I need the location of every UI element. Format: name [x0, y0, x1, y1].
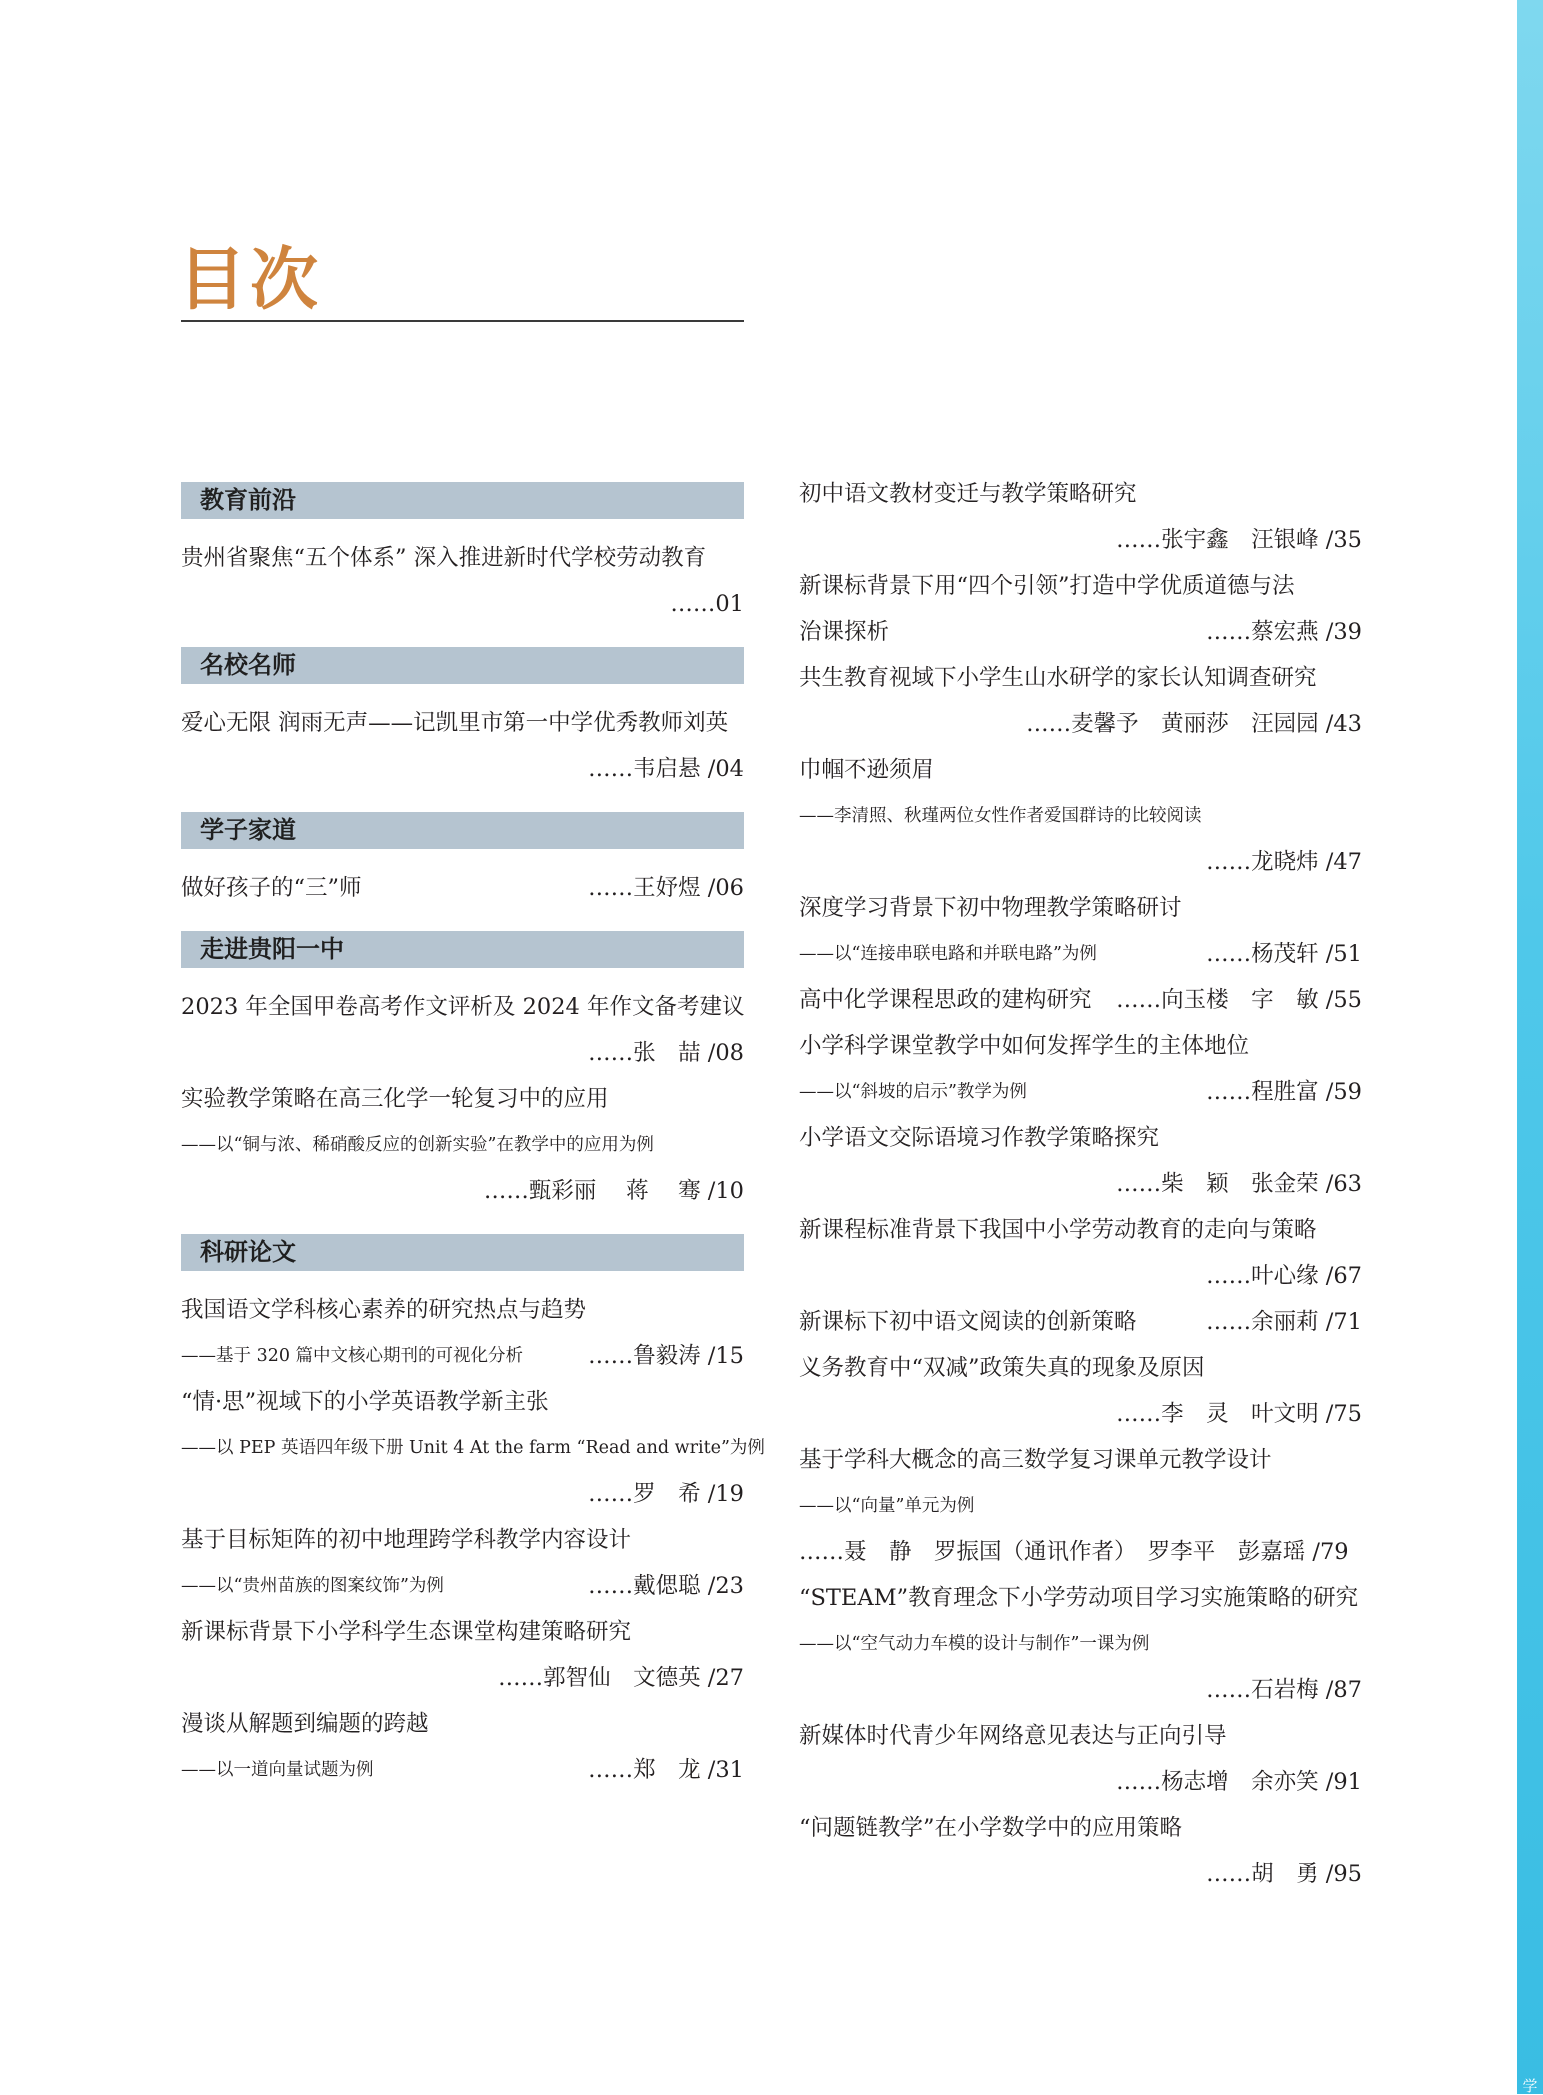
toc-line [799, 1167, 1362, 1201]
section-label: 教育前沿 [200, 486, 296, 514]
entry-subtitle: ——李清照、秋瑾两位女性作者爱国群诗的比较阅读 [799, 806, 1202, 826]
toc-line [181, 1661, 744, 1695]
entry-title: “STEAM”教育理念下小学劳动项目学习实施策略的研究 [799, 1585, 1359, 1611]
toc-line [799, 661, 1362, 695]
entry-title: 治课探析 [799, 619, 890, 645]
page-title: 目次 [178, 240, 323, 320]
entry-title: 我国语文学科核心素养的研究热点与趋势 [181, 1297, 587, 1323]
entry-author-page: ……张 喆 /08 [588, 1040, 744, 1066]
entry-subtitle: ——以 PEP 英语四年级下册 Unit 4 At the farm “Read and write”为例 [181, 1438, 765, 1458]
entry-title: 深度学习背景下初中物理教学策略研讨 [799, 895, 1182, 921]
toc-subtitle-line [799, 799, 1362, 833]
toc-line [799, 1811, 1362, 1845]
toc-line [181, 587, 744, 621]
toc-line [181, 752, 744, 786]
entry-subtitle: ——以一道向量试题为例 [181, 1760, 374, 1780]
entry-title: “问题链教学”在小学数学中的应用策略 [799, 1815, 1183, 1841]
entry-subtitle: ——基于 320 篇中文核心期刊的可视化分析 [181, 1346, 524, 1366]
toc-subtitle-line [181, 1128, 744, 1162]
entry-author-page: ……柴 颖 张金荣 /63 [1116, 1171, 1362, 1197]
toc-subtitle-line [181, 1569, 744, 1603]
toc-subtitle-line [799, 1489, 1362, 1523]
toc-section [181, 1234, 744, 1271]
toc-line [181, 706, 744, 740]
entry-author-page: ……郭智仙 文德英 /27 [498, 1665, 744, 1691]
section-header [181, 482, 744, 519]
entry-author-page: ……麦馨予 黄丽莎 汪园园 /43 [1026, 711, 1362, 737]
entry-author-page: ……杨志增 余亦笑 /91 [1116, 1769, 1362, 1795]
toc-line [181, 1707, 744, 1741]
entry-author-page: ……杨茂轩 /51 [1206, 941, 1362, 967]
entry-title: 小学语文交际语境习作教学策略探究 [799, 1125, 1160, 1151]
entry-title: 巾帼不逊须眉 [799, 757, 935, 783]
toc-subtitle-line [799, 937, 1362, 971]
entry-author-page: ……张宇鑫 汪银峰 /35 [1116, 527, 1362, 553]
toc-line [799, 523, 1362, 557]
section-label: 走进贵阳一中 [200, 935, 344, 963]
entry-subtitle: ——以“连接串联电路和并联电路”为例 [799, 944, 1097, 964]
entry-title: 初中语文教材变迁与教学策略研究 [799, 481, 1137, 507]
entry-title: 爱心无限 润雨无声——记凯里市第一中学优秀教师刘英 [181, 710, 729, 736]
toc-line [181, 1293, 744, 1327]
toc-line [799, 1581, 1362, 1615]
entry-title: 2023 年全国甲卷高考作文评析及 2024 年作文备考建议 [181, 994, 745, 1020]
entry-title: 做好孩子的“三”师 [181, 875, 362, 901]
toc-line [181, 1082, 744, 1116]
section-label: 科研论文 [200, 1238, 296, 1266]
entry-title: 小学科学课堂教学中如何发挥学生的主体地位 [799, 1033, 1250, 1059]
edge-corner-text: 学 [1522, 2077, 1538, 2095]
entry-author-page: ……程胜富 /59 [1206, 1079, 1362, 1105]
entry-author-page: ……韦启悬 /04 [588, 756, 744, 782]
entry-author-page: ……罗 希 /19 [588, 1481, 744, 1507]
toc-line [799, 569, 1362, 603]
section-header [181, 812, 744, 849]
toc-line [799, 753, 1362, 787]
entry-title: 高中化学课程思政的建构研究 [799, 987, 1092, 1013]
entry-title: ……聂 静 罗振国（通讯作者） 罗李平 彭嘉瑶 /79 [799, 1539, 1349, 1565]
entry-author-page: ……蔡宏燕 /39 [1206, 619, 1362, 645]
toc-line [799, 1305, 1362, 1339]
toc-line [799, 1213, 1362, 1247]
title-rule [181, 320, 744, 322]
toc-line [799, 477, 1362, 511]
entry-title: 新课标背景下小学科学生态课堂构建策略研究 [181, 1619, 632, 1645]
toc-line [181, 871, 744, 905]
toc-subtitle-line [181, 1339, 744, 1373]
entry-subtitle: ——以“斜坡的启示”教学为例 [799, 1082, 1027, 1102]
toc-line [799, 1259, 1362, 1293]
toc-line [799, 1673, 1362, 1707]
entry-title: 基于目标矩阵的初中地理跨学科教学内容设计 [181, 1527, 632, 1553]
toc-line [799, 983, 1362, 1017]
toc-subtitle-line [181, 1753, 744, 1787]
entry-author-page: ……向玉楼 字 敏 /55 [1116, 987, 1362, 1013]
entry-author-page: ……龙晓炜 /47 [1206, 849, 1362, 875]
entry-author-page: ……胡 勇 /95 [1206, 1861, 1362, 1887]
entry-author-page: ……余丽莉 /71 [1206, 1309, 1362, 1335]
toc-line [799, 1857, 1362, 1891]
toc-line [799, 1535, 1362, 1569]
toc-line [181, 1615, 744, 1649]
toc-line [799, 1765, 1362, 1799]
entry-author-page: ……郑 龙 /31 [588, 1757, 744, 1783]
entry-title: 共生教育视域下小学生山水研学的家长认知调查研究 [799, 665, 1317, 691]
toc-section [181, 482, 744, 519]
toc-line [181, 1523, 744, 1557]
toc-line [799, 891, 1362, 925]
entry-title: 实验教学策略在高三化学一轮复习中的应用 [181, 1086, 609, 1112]
entry-subtitle: ——以“贵州苗族的图案纹饰”为例 [181, 1576, 444, 1596]
section-header [181, 1234, 744, 1271]
entry-author-page: ……戴偲聪 /23 [588, 1573, 744, 1599]
entry-author-page: ……鲁毅涛 /15 [588, 1343, 744, 1369]
entry-author-page: ……王妤煜 /06 [588, 875, 744, 901]
toc-subtitle-line [799, 1627, 1362, 1661]
toc-line [799, 1351, 1362, 1385]
section-header [181, 931, 744, 968]
toc-line [799, 1397, 1362, 1431]
toc-subtitle-line [181, 1431, 765, 1465]
toc-line [181, 1174, 744, 1208]
entry-title: “情·思”视域下的小学英语教学新主张 [181, 1389, 549, 1415]
entry-title: 新课标背景下用“四个引领”打造中学优质道德与法 [799, 573, 1295, 599]
toc-section [181, 931, 744, 968]
section-header [181, 647, 744, 684]
toc-line [799, 707, 1362, 741]
toc-subtitle-line [799, 1075, 1362, 1109]
entry-author-page: ……叶心缘 /67 [1206, 1263, 1362, 1289]
toc-line [799, 1029, 1362, 1063]
entry-author-page: ……石岩梅 /87 [1206, 1677, 1362, 1703]
entry-title: 义务教育中“双减”政策失真的现象及原因 [799, 1355, 1205, 1381]
toc-section [181, 812, 744, 849]
toc-line [181, 1477, 744, 1511]
toc-line [799, 1443, 1362, 1477]
entry-title: 新课程标准背景下我国中小学劳动教育的走向与策略 [799, 1217, 1317, 1243]
section-label: 学子家道 [200, 816, 296, 844]
toc-line [799, 845, 1362, 879]
toc-line [799, 615, 1362, 649]
toc-line [799, 1719, 1362, 1753]
entry-title: 贵州省聚焦“五个体系” 深入推进新时代学校劳动教育 [181, 545, 707, 571]
entry-author-page: ……李 灵 叶文明 /75 [1116, 1401, 1362, 1427]
toc-section [181, 647, 744, 684]
entry-title: 基于学科大概念的高三数学复习课单元教学设计 [799, 1447, 1272, 1473]
entry-subtitle: ——以“空气动力车模的设计与制作”一课为例 [799, 1634, 1150, 1654]
section-label: 名校名师 [200, 651, 296, 679]
edge-color-bar [1517, 0, 1543, 2094]
toc-line [181, 1036, 744, 1070]
entry-title: 新媒体时代青少年网络意见表达与正向引导 [799, 1723, 1227, 1749]
toc-line [181, 1385, 744, 1419]
entry-author-page: ……甄彩丽 蒋 骞 /10 [483, 1178, 744, 1204]
entry-title: 漫谈从解题到编题的跨越 [181, 1711, 429, 1737]
toc-line [181, 541, 744, 575]
toc-line [181, 990, 744, 1024]
entry-title: 新课标下初中语文阅读的创新策略 [799, 1309, 1137, 1335]
toc-line [799, 1121, 1362, 1155]
entry-subtitle: ——以“向量”单元为例 [799, 1496, 975, 1516]
entry-subtitle: ——以“铜与浓、稀硝酸反应的创新实验”在教学中的应用为例 [181, 1135, 654, 1155]
entry-author-page: ……01 [670, 591, 744, 617]
